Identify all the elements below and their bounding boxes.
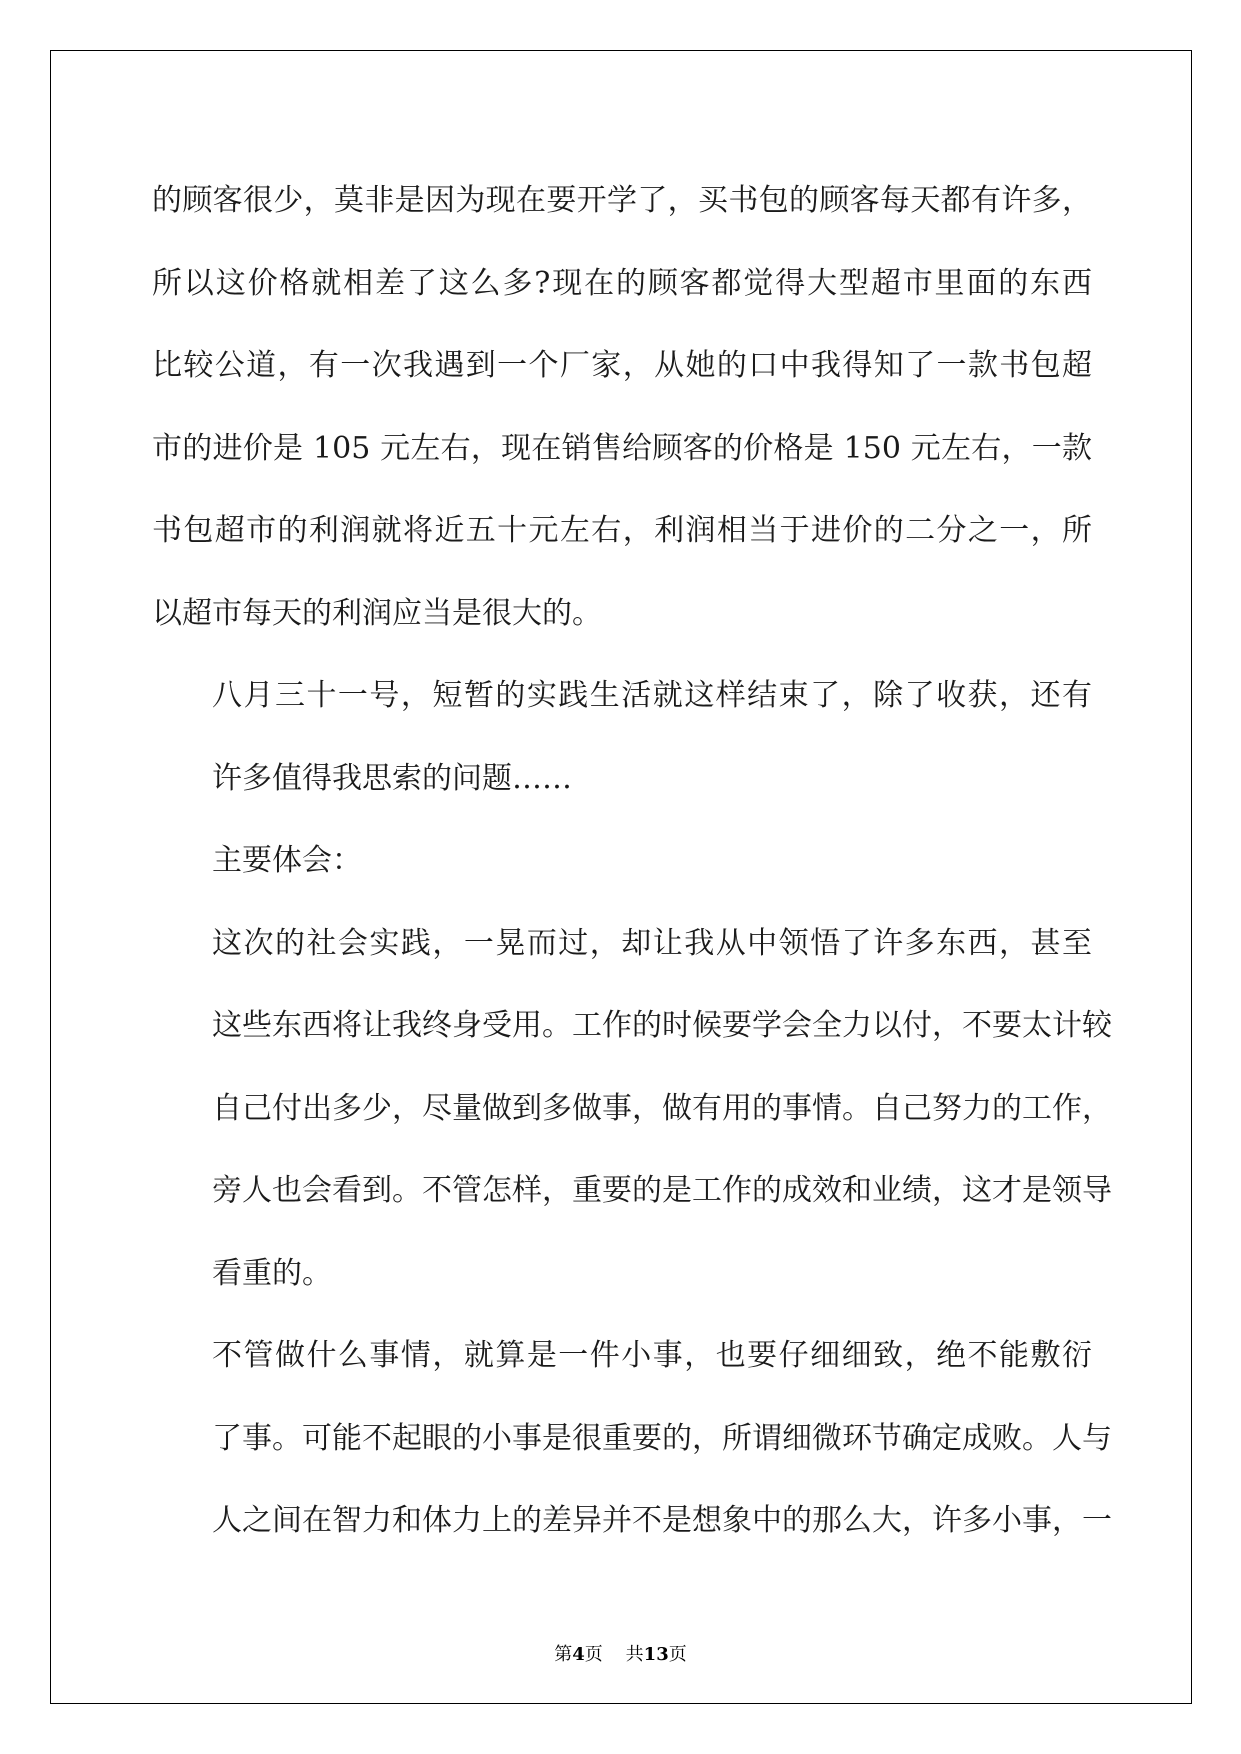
- text-line: 旁人也会看到。不管怎样，重要的是工作的成效和业绩，这才是领导: [212, 1173, 1112, 1208]
- text-line: 书包超市的利润就将近五十元左右，利润相当于进价的二分之一，所: [152, 513, 1092, 548]
- page-footer: [0, 1640, 1241, 1666]
- text-line: 看重的。: [212, 1255, 332, 1291]
- footer-page-suffix: 页: [584, 1644, 603, 1665]
- text-line: 许多值得我思索的问题……: [212, 760, 572, 796]
- text-line: 这些东西将让我终身受用。工作的时候要学会全力以付，不要太计较: [212, 1008, 1112, 1043]
- text-line: 八月三十一号，短暂的实践生活就这样结束了，除了收获，还有: [212, 678, 1092, 713]
- paragraph: [152, 1315, 1112, 1563]
- text-line: 不管做什么事情，就算是一件小事，也要仔细细致，绝不能敷衍: [212, 1338, 1092, 1373]
- text-line: 市的进价是 105 元左右，现在销售给顾客的价格是 150 元左右，一款: [152, 430, 1092, 466]
- total-page-count: 13: [643, 1644, 669, 1665]
- footer-total-suffix: 页: [668, 1644, 687, 1665]
- text-line: 以超市每天的利润应当是很大的。: [152, 595, 602, 631]
- text-line: 比较公道，有一次我遇到一个厂家，从她的口中我得知了一款书包超: [152, 348, 1092, 383]
- paragraph: [152, 820, 1092, 903]
- text-line: 自己付出多少，尽量做到多做事，做有用的事情。自己努力的工作，: [212, 1090, 1112, 1126]
- document-body: [152, 160, 1112, 1563]
- text-line: 这次的社会实践，一晃而过，却让我从中领悟了许多东西，甚至: [212, 925, 1092, 961]
- paragraph: [152, 903, 1112, 1316]
- text-line: 主要体会：: [212, 843, 362, 878]
- current-page-number: 4: [572, 1644, 585, 1665]
- paragraph: [152, 655, 1092, 820]
- text-line: 人之间在智力和体力上的差异并不是想象中的那么大，许多小事，一: [212, 1503, 1112, 1538]
- text-line: 所以这价格就相差了这么多?现在的顾客都觉得大型超市里面的东西: [152, 265, 1092, 301]
- footer-total-prefix: 共: [625, 1644, 644, 1665]
- text-line: 了事。可能不起眼的小事是很重要的，所谓细微环节确定成败。人与: [212, 1420, 1112, 1456]
- text-line: 的顾客很少，莫非是因为现在要开学了，买书包的顾客每天都有许多，: [152, 183, 1092, 218]
- paragraph: [152, 160, 1092, 655]
- footer-prefix: 第: [554, 1644, 573, 1665]
